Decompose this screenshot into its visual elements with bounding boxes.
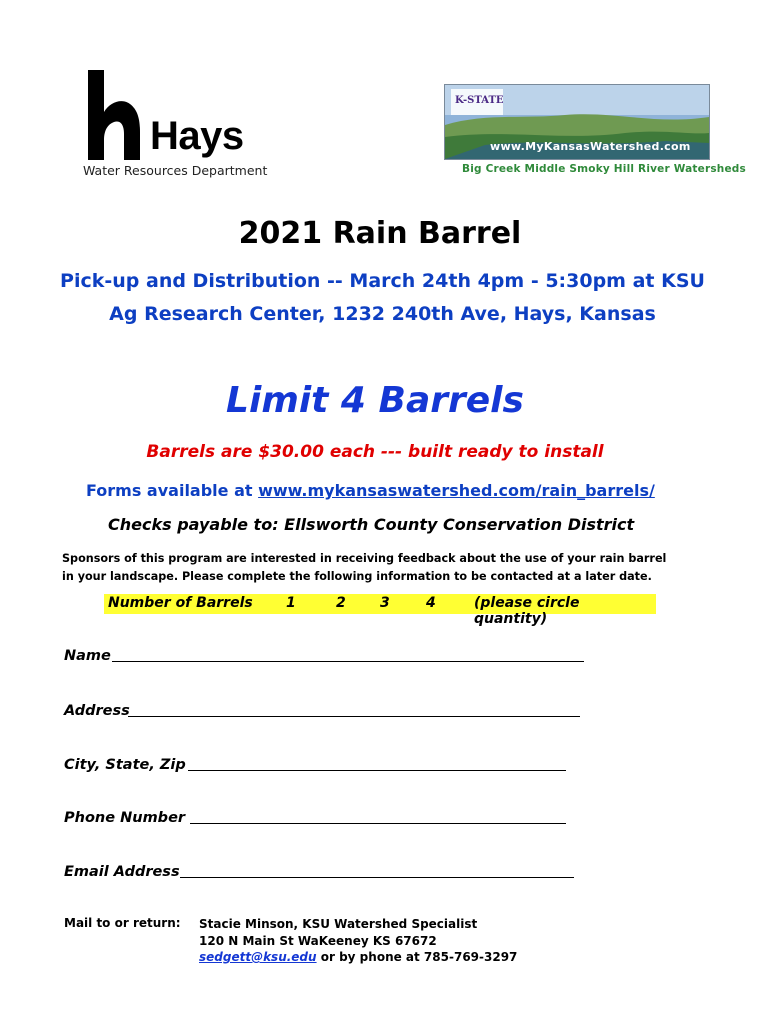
mail-label: Mail to or return: [64, 916, 181, 930]
checks-payable: Checks payable to: Ellsworth County Conservation District [108, 515, 635, 534]
kstate-logo: K-STATE [455, 95, 504, 106]
barrel-price: Barrels are $30.00 each --- built ready to install [146, 442, 604, 462]
forms-link[interactable]: www.mykansaswatershed.com/rain_barrels/ [258, 481, 655, 500]
watershed-caption: Big Creek Middle Smoky Hill River Watersheds [462, 163, 746, 175]
quantity-row [104, 594, 656, 627]
city-state-zip-field[interactable] [64, 757, 566, 773]
address-label: Address [64, 703, 130, 719]
forms-availability [86, 481, 655, 500]
pickup-line-1: Pick-up and Distribution -- March 24th 4pm - 5:30pm at KSU [60, 270, 705, 292]
phone-label: Phone Number [64, 810, 186, 826]
mail-address [199, 916, 517, 966]
phone-line [190, 823, 566, 824]
mail-email-link[interactable]: sedgett@ksu.edu [199, 950, 317, 964]
email-label: Email Address [64, 864, 180, 880]
mail-contact-name: Stacie Minson, KSU Watershed Specialist [199, 917, 478, 931]
barrel-limit: Limit 4 Barrels [226, 380, 524, 421]
forms-prefix: Forms available at [86, 481, 259, 500]
city-state-zip-line [188, 770, 566, 771]
mail-street: 120 N Main St WaKeeney KS 67672 [199, 933, 437, 948]
quantity-option-1[interactable]: 1 [286, 595, 296, 611]
name-field[interactable] [64, 648, 584, 664]
quantity-note: (please circle quantity) [474, 595, 580, 627]
hays-department: Water Resources Department [83, 163, 268, 178]
email-field[interactable] [64, 864, 574, 880]
city-state-zip-label: City, State, Zip [64, 757, 186, 773]
quantity-option-2[interactable]: 2 [336, 595, 346, 611]
watershed-url: www.MyKansasWatershed.com [490, 140, 691, 153]
mail-phone: or by phone at 785-769-3297 [316, 950, 518, 964]
hays-logo-name: Hays [150, 114, 244, 158]
sponsors-note: Sponsors of this program are interested in receiving feedback about the use of your rain barrel in your landscape. Please complete the following information to be contacted at a later date. [62, 552, 667, 583]
page-title: 2021 Rain Barrel [238, 216, 522, 251]
email-line [180, 877, 574, 878]
quantity-option-4[interactable]: 4 [426, 595, 436, 611]
quantity-option-3[interactable]: 3 [380, 595, 390, 611]
mail-contact-line [199, 949, 517, 966]
address-line [128, 716, 580, 717]
name-label: Name [64, 648, 111, 664]
phone-field[interactable] [64, 810, 566, 826]
quantity-label: Number of Barrels [108, 595, 253, 611]
pickup-line-2: Ag Research Center, 1232 240th Ave, Hays, Kansas [109, 303, 656, 325]
address-field[interactable] [64, 703, 580, 719]
name-line [112, 661, 584, 662]
